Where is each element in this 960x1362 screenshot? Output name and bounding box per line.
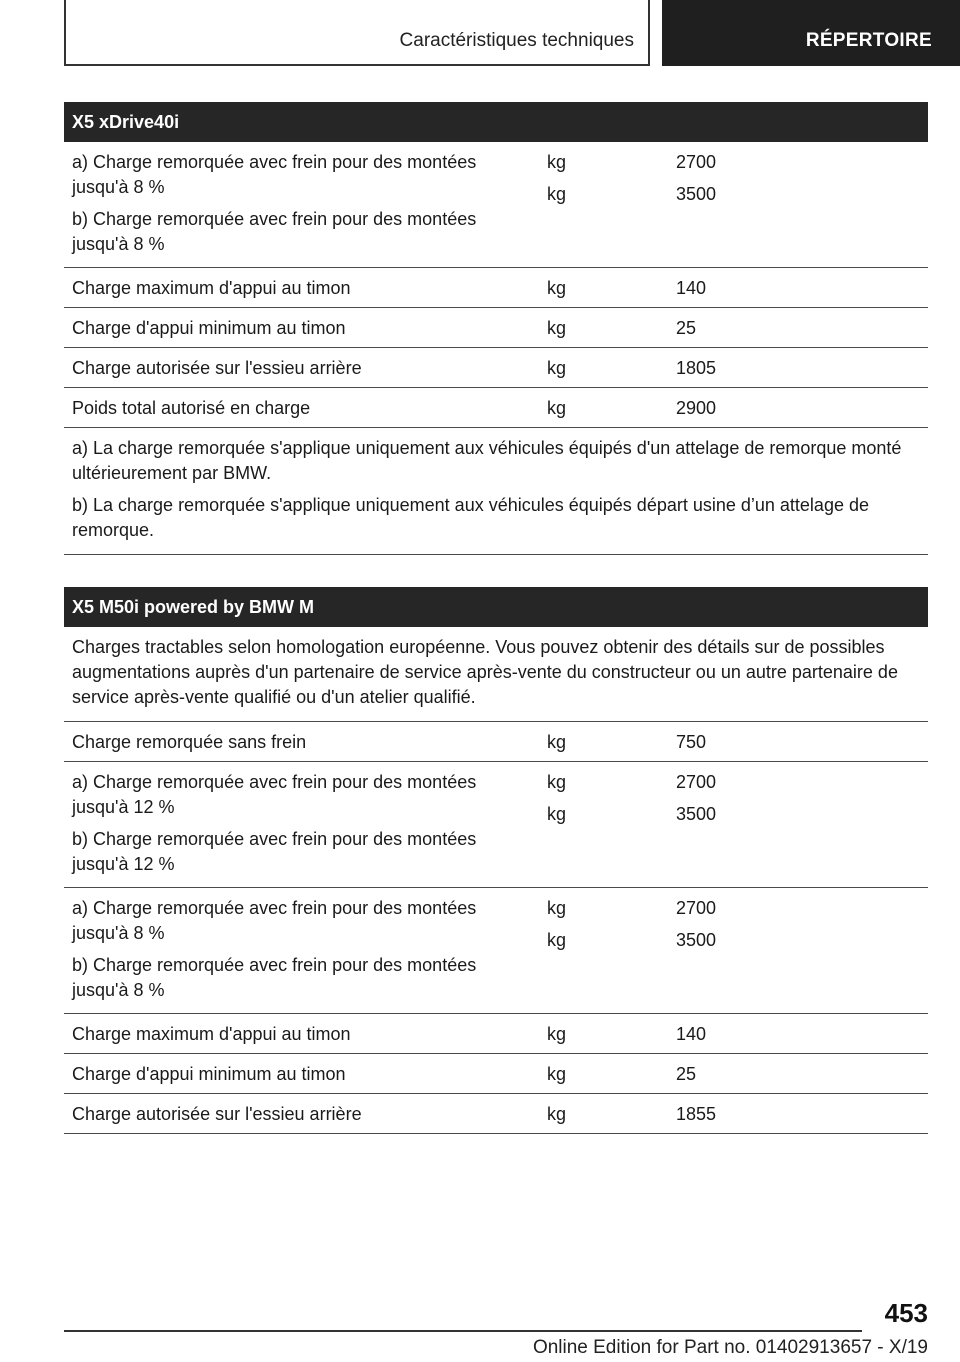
row-label: a) Charge remorquée avec frein pour des montées jusqu'à 8 %: [72, 152, 477, 197]
row-value: 140: [676, 1024, 707, 1044]
footer-divider: [64, 1330, 862, 1332]
row-unit: kg: [547, 1064, 567, 1084]
table-row: [64, 762, 928, 888]
row-unit: kg: [547, 152, 567, 172]
page-number: 453: [884, 1298, 928, 1328]
footnote: a) La charge remorquée s'applique uniquement aux véhicules équipés d'un attelage de remorque monté ultérieurement par BMW.: [72, 438, 902, 483]
table-row: [64, 308, 928, 348]
intro-text: Charges tractables selon homologation européenne. Vous pouvez obtenir des détails sur de possibles augmentations auprès d'un partenaire de service après-vente du constructeur ou un autre partenaire de service après-vente qualifié ou d'un atelier qualifié.: [72, 637, 898, 707]
row-label: Charge maximum d'appui au timon: [72, 278, 351, 298]
row-unit: kg: [547, 184, 567, 204]
section-heading-x5-xdrive40i: X5 xDrive40i: [64, 102, 928, 142]
row-value: 25: [676, 1064, 697, 1084]
row-value: 1855: [676, 1104, 717, 1124]
row-label: Charge maximum d'appui au timon: [72, 1024, 351, 1044]
row-values: [668, 150, 928, 257]
row-unit: kg: [547, 732, 567, 752]
table-row: [64, 268, 928, 308]
table-row: [64, 1054, 928, 1094]
row-value: 1805: [676, 358, 717, 378]
footnote: b) La charge remorquée s'applique uniquement aux véhicules équipés départ usine d’un attelage de remorque.: [72, 495, 869, 540]
row-unit: kg: [547, 1024, 567, 1044]
row-unit: kg: [547, 898, 567, 918]
row-label: b) Charge remorquée avec frein pour des montées jusqu'à 8 %: [72, 955, 477, 1000]
table-row: [64, 1014, 928, 1054]
row-units: [539, 770, 668, 877]
row-label: b) Charge remorquée avec frein pour des montées jusqu'à 12 %: [72, 829, 477, 874]
section-tab-label: Caractéristiques techniques: [399, 30, 634, 51]
section-heading-x5-m50i: X5 M50i powered by BMW M: [64, 587, 928, 627]
index-tab[interactable]: [662, 0, 960, 66]
row-label: Charge remorquée sans frein: [72, 732, 307, 752]
row-units: [539, 896, 668, 1003]
row-value: 140: [676, 278, 707, 298]
row-label: Charge autorisée sur l'essieu arrière: [72, 358, 362, 378]
table-row: [64, 888, 928, 1014]
row-labels: [64, 150, 539, 257]
row-label: b) Charge remorquée avec frein pour des montées jusqu'à 8 %: [72, 209, 477, 254]
row-unit: kg: [547, 1104, 567, 1124]
table-row: [64, 1094, 928, 1134]
row-label: Poids total autorisé en charge: [72, 398, 311, 418]
row-value: 25: [676, 318, 697, 338]
table-row: [64, 142, 928, 268]
row-unit: kg: [547, 804, 567, 824]
row-label: a) Charge remorquée avec frein pour des montées jusqu'à 12 %: [72, 772, 477, 817]
row-value: 3500: [676, 184, 717, 204]
row-values: [668, 770, 928, 877]
row-unit: kg: [547, 772, 567, 792]
table-row: [64, 722, 928, 762]
spec-content: [64, 102, 928, 1134]
row-value: 2900: [676, 398, 717, 418]
row-unit: kg: [547, 930, 567, 950]
row-value: 2700: [676, 898, 717, 918]
row-label: a) Charge remorquée avec frein pour des montées jusqu'à 8 %: [72, 898, 477, 943]
row-unit: kg: [547, 318, 567, 338]
row-value: 2700: [676, 152, 717, 172]
table-row: [64, 388, 928, 428]
table-row: [64, 348, 928, 388]
index-tab-label: RÉPERTOIRE: [805, 30, 932, 51]
section-tab[interactable]: [64, 0, 650, 66]
section-intro: [64, 627, 928, 722]
footnotes: [64, 428, 928, 555]
row-value: 2700: [676, 772, 717, 792]
row-label: Charge autorisée sur l'essieu arrière: [72, 1104, 362, 1124]
row-value: 3500: [676, 930, 717, 950]
edition-footer: Online Edition for Part no. 01402913657 - X/19: [532, 1337, 928, 1358]
row-unit: kg: [547, 398, 567, 418]
row-label: Charge d'appui minimum au timon: [72, 1064, 346, 1084]
row-units: [539, 150, 668, 257]
row-value: 3500: [676, 804, 717, 824]
row-label: Charge d'appui minimum au timon: [72, 318, 346, 338]
row-labels: [64, 896, 539, 1003]
row-values: [668, 896, 928, 1003]
row-labels: [64, 770, 539, 877]
row-unit: kg: [547, 358, 567, 378]
row-value: 750: [676, 732, 707, 752]
row-unit: kg: [547, 278, 567, 298]
